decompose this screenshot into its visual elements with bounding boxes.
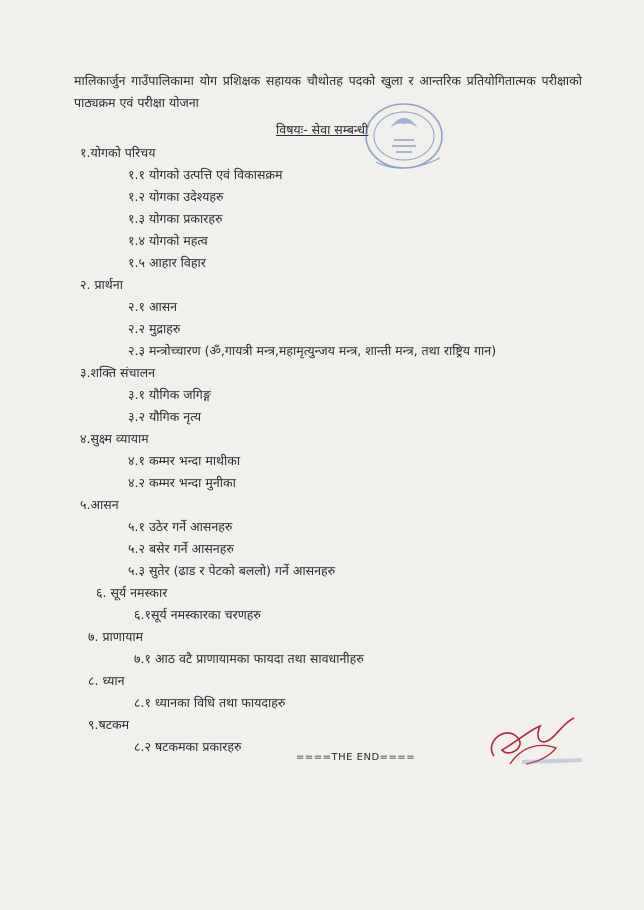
outline-section-heading: १.योगको परिचय [80, 145, 156, 160]
outline-subitem: १.१ योगको उत्पत्ति एवं विकासक्रम [128, 167, 283, 182]
outline-subitem: २.१ आसन [128, 299, 178, 314]
document-end-marker: ====THE END==== [296, 752, 416, 763]
outline-subitem: ५.१ उठेर गर्ने आसनहरु [128, 519, 233, 534]
outline-section-heading: ५.आसन [80, 497, 119, 512]
outline-subitem: ४.२ कम्मर भन्दा मुनीका [128, 475, 236, 490]
outline-section-heading: २. प्रार्थना [80, 277, 123, 292]
outline-subitem: ८.१ ध्यानका विधि तथा फायदाहरु [134, 695, 286, 710]
outline-subitem: ३.२ यौगिक नृत्य [128, 409, 202, 424]
document-subject: विषयः- सेवा सम्बन्धी [276, 122, 369, 137]
outline-subitem: १.३ योगका प्रकारहरु [128, 211, 223, 226]
outline-subitem: ४.१ कम्मर भन्दा माथीका [128, 453, 241, 468]
outline-subitem: १.५ आहार विहार [128, 255, 206, 270]
document-intro: मालिकार्जुन गाउँपालिकामा योग प्रशिक्षक सहायक चौथोतह पदको खुला र आन्तरिक प्रतियोगितात्मक परीक्षाको पाठ्यक्रम एवं परीक्षा योजना [74, 73, 582, 110]
outline-subitem: ५.२ बसेर गर्ने आसनहरु [128, 541, 234, 556]
outline-subitem: ७.१ आठ वटै प्राणायामका फायदा तथा सावधानीहरु [134, 651, 364, 666]
signature [482, 712, 592, 774]
outline-subitem: ६.१सूर्य नमस्कारका चरणहरु [134, 607, 261, 622]
outline-subitem: २.२ मुद्राहरु [128, 321, 181, 336]
outline-section-heading: ३.शक्ति संचालन [80, 365, 156, 380]
outline-subitem: २.३ मन्त्रोच्चारण (ॐ,गायत्री मन्त्र,महामृत्युन्जय मन्त्र, शान्ती मन्त्र, तथा राष्ट्रिय गान) [128, 343, 497, 358]
outline-subitem: ३.१ यौगिक जगिङ्ग [128, 387, 211, 402]
outline-subitem: ८.२ षटकमका प्रकारहरु [134, 739, 242, 754]
outline-subitem: १.४ योगको महत्व [128, 233, 208, 248]
outline-section-heading: ९.षटकम [88, 717, 130, 732]
outline-section-heading: ४.सुक्ष्म व्यायाम [80, 431, 149, 446]
outline-subitem: १.२ योगका उदेश्यहरु [128, 189, 224, 204]
outline-subitem: ५.३ सुतेर (ढाड र पेटको बललो) गर्ने आसनहरु [128, 563, 336, 578]
outline-section-heading: ७. प्राणायाम [88, 629, 144, 644]
outline-section-heading: ६. सूर्य नमस्कार [96, 585, 168, 600]
office-stamp [356, 96, 452, 182]
outline-section-heading: ८. ध्यान [88, 673, 125, 688]
